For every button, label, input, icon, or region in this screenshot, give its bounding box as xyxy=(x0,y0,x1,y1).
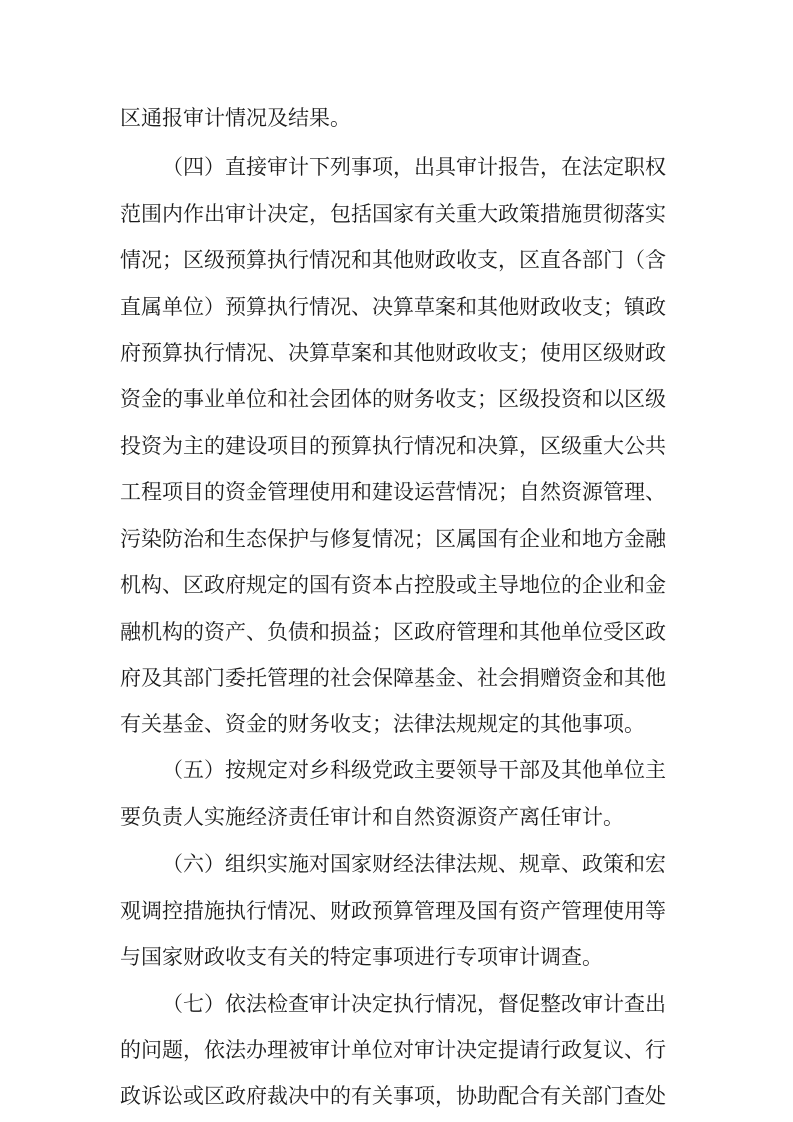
text-line: 投资为主的建设项目的预算执行情况和决算，区级重大公共 xyxy=(120,434,666,458)
paragraph-start-line: （五）按规定对乡科级党政主要领导干部及其他单位主 xyxy=(162,758,666,782)
text-line: 情况；区级预算执行情况和其他财政收支，区直各部门（含 xyxy=(120,248,666,272)
paragraph-start-line: （七）依法检查审计决定执行情况，督促整改审计查出 xyxy=(162,992,666,1016)
text-line: 观调控措施执行情况、财政预算管理及国有资产管理使用等 xyxy=(120,899,666,923)
text-line: 直属单位）预算执行情况、决算草案和其他财政收支；镇政 xyxy=(120,295,666,319)
text-line: 机构、区政府规定的国有资本占控股或主导地位的企业和金 xyxy=(120,573,666,597)
paragraph-start-line: （四）直接审计下列事项，出具审计报告，在法定职权 xyxy=(162,155,666,179)
text-line: 政诉讼或区政府裁决中的有关事项，协助配合有关部门查处 xyxy=(120,1084,666,1108)
text-line: 要负责人实施经济责任审计和自然资源资产离任审计。 xyxy=(120,805,624,829)
text-line: 工程项目的资金管理使用和建设运营情况；自然资源管理、 xyxy=(120,480,666,504)
text-line: 有关基金、资金的财务收支；法律法规规定的其他事项。 xyxy=(120,712,645,736)
text-line: 范围内作出审计决定，包括国家有关重大政策措施贯彻落实 xyxy=(120,202,666,226)
text-line: 与国家财政收支有关的特定事项进行专项审计调查。 xyxy=(120,945,603,969)
text-line: 资金的事业单位和社会团体的财务收支；区级投资和以区级 xyxy=(120,387,666,411)
text-line: 污染防治和生态保护与修复情况；区属国有企业和地方金融 xyxy=(120,527,666,551)
text-line: 的问题，依法办理被审计单位对审计决定提请行政复议、行 xyxy=(120,1038,666,1062)
text-line: 府预算执行情况、决算草案和其他财政收支；使用区级财政 xyxy=(120,341,666,365)
text-line: 府及其部门委托管理的社会保障基金、社会捐赠资金和其他 xyxy=(120,666,666,690)
text-line: 融机构的资产、负债和损益；区政府管理和其他单位受区政 xyxy=(120,620,666,644)
paragraph-start-line: （六）组织实施对国家财经法律法规、规章、政策和宏 xyxy=(162,852,666,876)
text-line: 区通报审计情况及结果。 xyxy=(120,106,351,130)
